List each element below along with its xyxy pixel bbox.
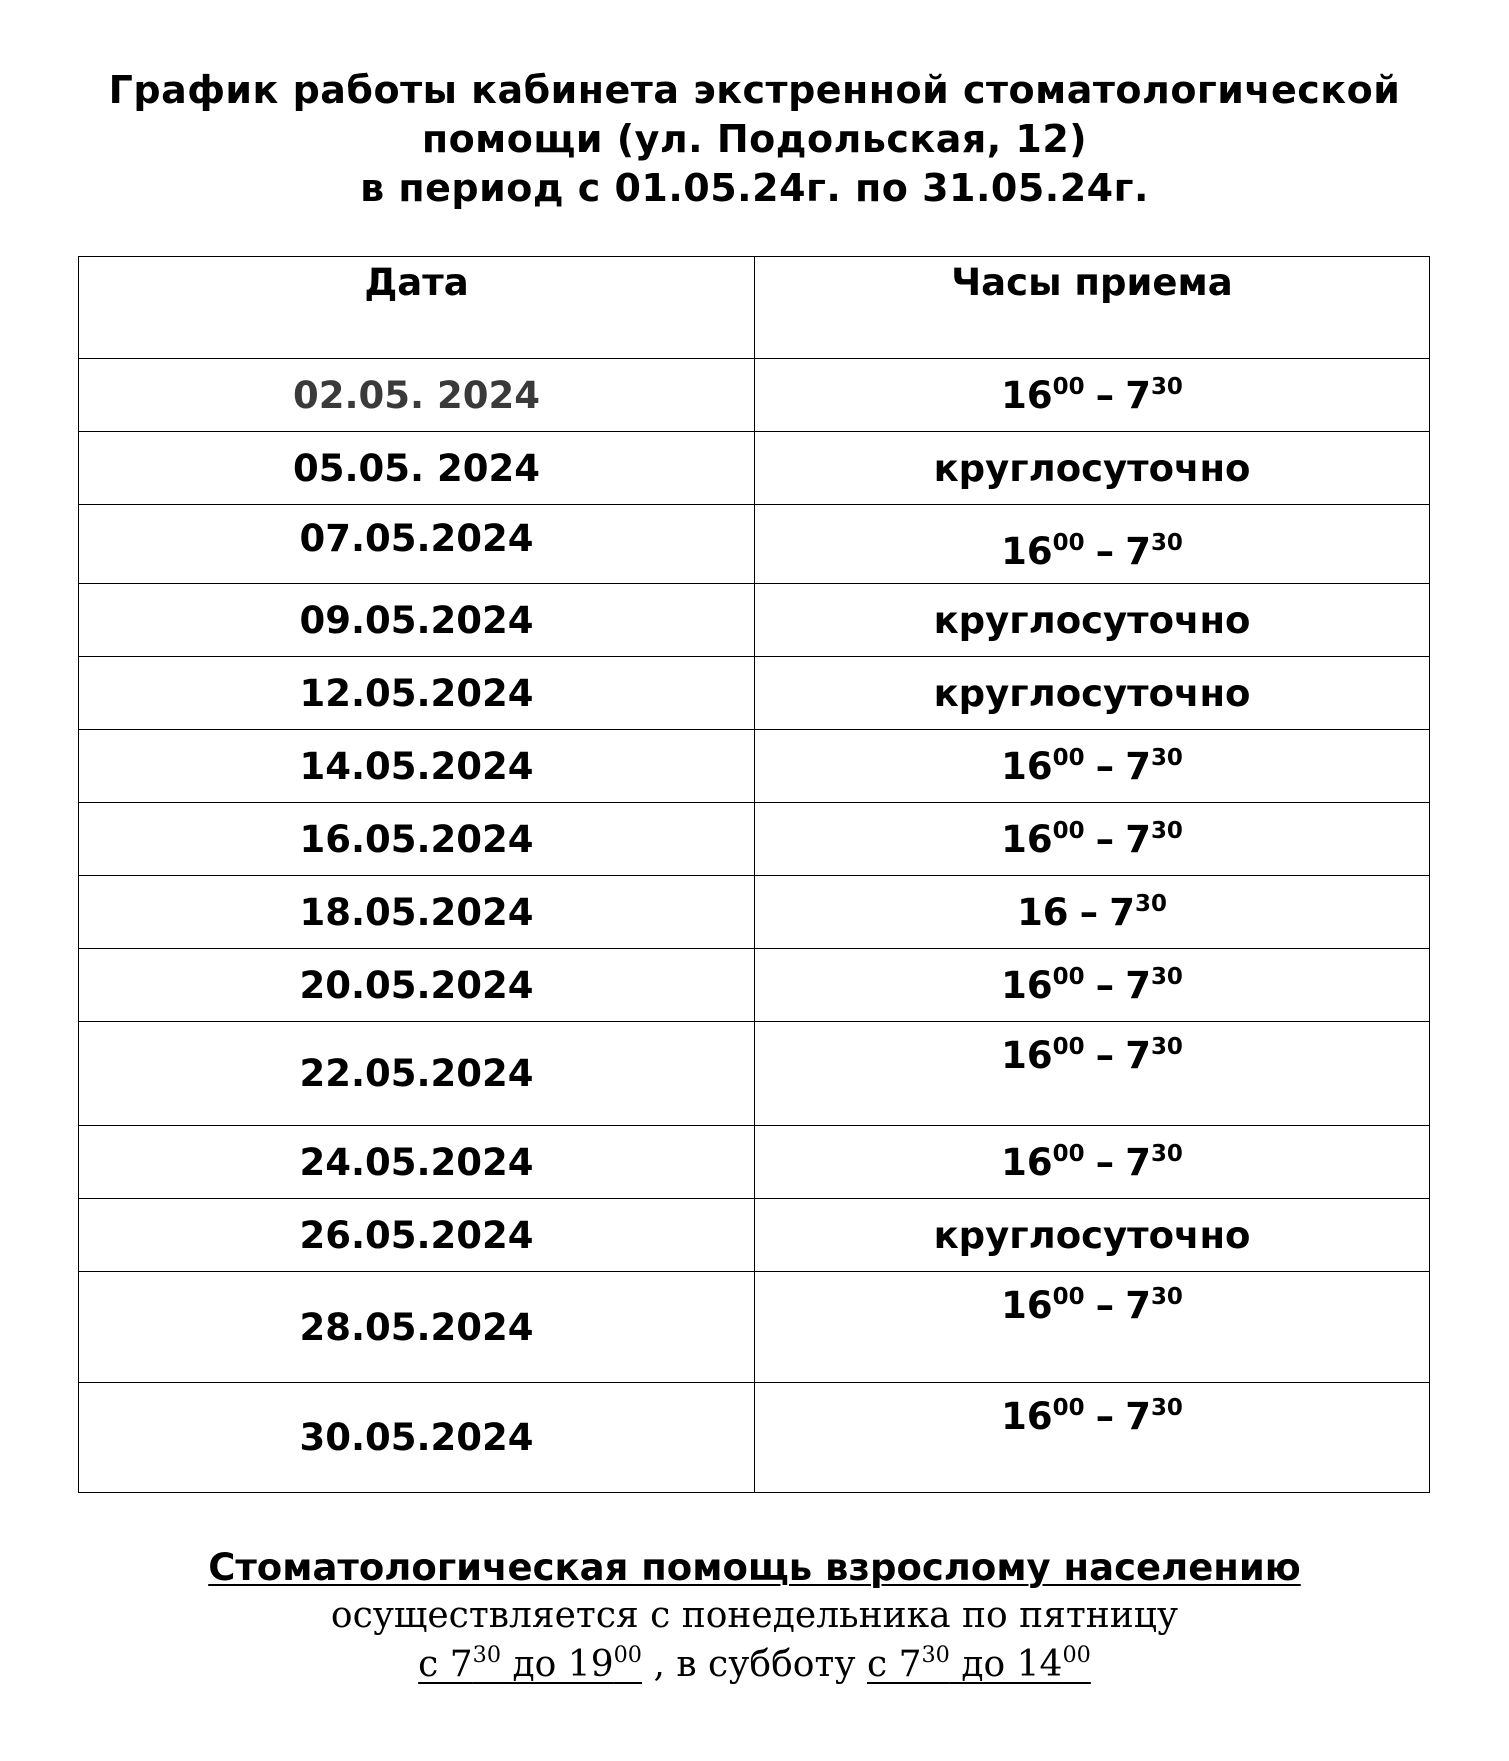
date-cell: 07.05.2024	[79, 505, 755, 584]
date-cell: 24.05.2024	[79, 1126, 755, 1199]
table-row	[79, 584, 1430, 657]
hours-cell	[755, 1383, 1430, 1493]
hours-to: 7	[1125, 817, 1151, 861]
weekday-from-minutes: 30	[472, 1642, 502, 1669]
table-row	[79, 730, 1430, 803]
title-line-3: в период с 01.05.24г. по 31.05.24г.	[360, 166, 1149, 210]
hours-dash: –	[1079, 890, 1099, 934]
footer-note	[0, 1544, 1509, 1690]
hours-to: 7	[1125, 1034, 1151, 1077]
table-row	[79, 359, 1430, 432]
hours-to-minutes: 30	[1150, 1283, 1183, 1310]
date-cell: 12.05.2024	[79, 657, 755, 730]
hours-cell: круглосуточно	[755, 584, 1430, 657]
hours-from-minutes: 00	[1052, 529, 1085, 556]
hours-from: 16	[1001, 373, 1053, 417]
date-cell: 09.05.2024	[79, 584, 755, 657]
saturday-to: до 14	[949, 1644, 1063, 1685]
date-cell: 02.05. 2024	[79, 359, 755, 432]
hours-to-minutes: 30	[1150, 817, 1183, 844]
hours-cell	[755, 949, 1430, 1022]
hours-to-minutes: 30	[1150, 963, 1183, 990]
hours-cell	[755, 359, 1430, 432]
hours-to-minutes: 30	[1150, 529, 1183, 556]
hours-to-minutes: 30	[1135, 890, 1167, 917]
weekday-hours	[418, 1644, 642, 1685]
hours-from-minutes: 00	[1052, 1394, 1085, 1421]
date-cell: 26.05.2024	[79, 1199, 755, 1272]
hours-cell	[755, 730, 1430, 803]
saturday-from-minutes: 30	[921, 1642, 950, 1669]
hours-from: 16	[1001, 1284, 1053, 1327]
hours-dash: –	[1095, 1034, 1115, 1077]
hours-to: 7	[1125, 1284, 1151, 1327]
date-cell: 14.05.2024	[79, 730, 755, 803]
hours-from-minutes: 00	[1052, 1283, 1085, 1310]
hours-to: 7	[1125, 744, 1151, 788]
hours-from: 16	[1001, 1140, 1053, 1184]
hours-cell	[755, 1022, 1430, 1126]
schedule-table	[78, 256, 1430, 1493]
hours-dash: –	[1095, 744, 1115, 788]
date-cell: 05.05. 2024	[79, 432, 755, 505]
saturday-to-minutes: 00	[1062, 1642, 1091, 1669]
date-cell: 20.05.2024	[79, 949, 755, 1022]
hours-from: 16	[1001, 817, 1053, 861]
hours-from: 16	[1001, 1034, 1053, 1077]
hours-from-minutes: 00	[1052, 744, 1085, 771]
hours-dash: –	[1095, 1395, 1115, 1438]
header-date: Дата	[79, 257, 755, 359]
hours-to-minutes: 30	[1150, 373, 1183, 400]
table-row	[79, 876, 1430, 949]
table-row	[79, 949, 1430, 1022]
table-row	[79, 1199, 1430, 1272]
footer-weekdays-text: осуществляется с понедельника по пятницу	[330, 1595, 1179, 1636]
table-row	[79, 657, 1430, 730]
hours-dash: –	[1095, 1284, 1115, 1327]
footer-hours-line	[0, 1640, 1509, 1690]
saturday-hours	[867, 1644, 1091, 1685]
hours-from-minutes: 00	[1052, 1140, 1085, 1167]
date-cell: 28.05.2024	[79, 1272, 755, 1383]
hours-to: 7	[1125, 373, 1151, 417]
hours-dash: –	[1095, 963, 1115, 1007]
hours-from: 16	[1017, 890, 1069, 934]
hours-to: 7	[1125, 1395, 1151, 1438]
hours-from: 16	[1001, 744, 1053, 788]
date-cell: 16.05.2024	[79, 803, 755, 876]
weekday-from: с 7	[418, 1644, 473, 1685]
hours-cell: круглосуточно	[755, 657, 1430, 730]
saturday-from: с 7	[866, 1644, 922, 1685]
header-hours: Часы приема	[755, 257, 1430, 359]
hours-from-minutes: 00	[1052, 817, 1085, 844]
hours-cell	[755, 1272, 1430, 1383]
title-line-1: График работы кабинета экстренной стоматологической	[108, 68, 1401, 112]
hours-to-minutes: 30	[1150, 744, 1183, 771]
table-row	[79, 505, 1430, 584]
date-cell: 22.05.2024	[79, 1022, 755, 1126]
title-line-2: помощи (ул. Подольская, 12)	[421, 117, 1088, 161]
hours-dash: –	[1095, 530, 1115, 573]
hours-from-minutes: 00	[1052, 963, 1085, 990]
table-row	[79, 1022, 1430, 1126]
saturday-label: , в субботу	[642, 1644, 867, 1685]
hours-cell	[755, 876, 1430, 949]
table-row	[79, 1126, 1430, 1199]
weekday-to: до 19	[501, 1644, 614, 1685]
hours-from: 16	[1001, 1395, 1053, 1438]
date-cell: 18.05.2024	[79, 876, 755, 949]
hours-from-minutes: 00	[1052, 373, 1085, 400]
table-row	[79, 803, 1430, 876]
hours-to-minutes: 30	[1150, 1033, 1183, 1060]
table-row	[79, 432, 1430, 505]
hours-to: 7	[1109, 890, 1135, 934]
hours-from-minutes: 00	[1052, 1033, 1085, 1060]
hours-cell: круглосуточно	[755, 1199, 1430, 1272]
hours-dash: –	[1095, 1140, 1115, 1184]
hours-cell	[755, 1126, 1430, 1199]
table-header-row	[79, 257, 1430, 359]
hours-cell	[755, 505, 1430, 584]
hours-dash: –	[1095, 817, 1115, 861]
footer-heading: Стоматологическая помощь взрослому населению	[208, 1546, 1301, 1589]
hours-from: 16	[1001, 530, 1053, 573]
hours-to: 7	[1125, 530, 1151, 573]
hours-cell: круглосуточно	[755, 432, 1430, 505]
date-cell: 30.05.2024	[79, 1383, 755, 1493]
table-row	[79, 1383, 1430, 1493]
hours-to: 7	[1125, 1140, 1151, 1184]
hours-to-minutes: 30	[1150, 1140, 1183, 1167]
table-row	[79, 1272, 1430, 1383]
page-title	[0, 66, 1509, 213]
hours-from: 16	[1001, 963, 1053, 1007]
hours-to-minutes: 30	[1150, 1394, 1183, 1421]
hours-dash: –	[1095, 373, 1115, 417]
weekday-to-minutes: 00	[613, 1642, 643, 1669]
hours-cell	[755, 803, 1430, 876]
hours-to: 7	[1125, 963, 1151, 1007]
